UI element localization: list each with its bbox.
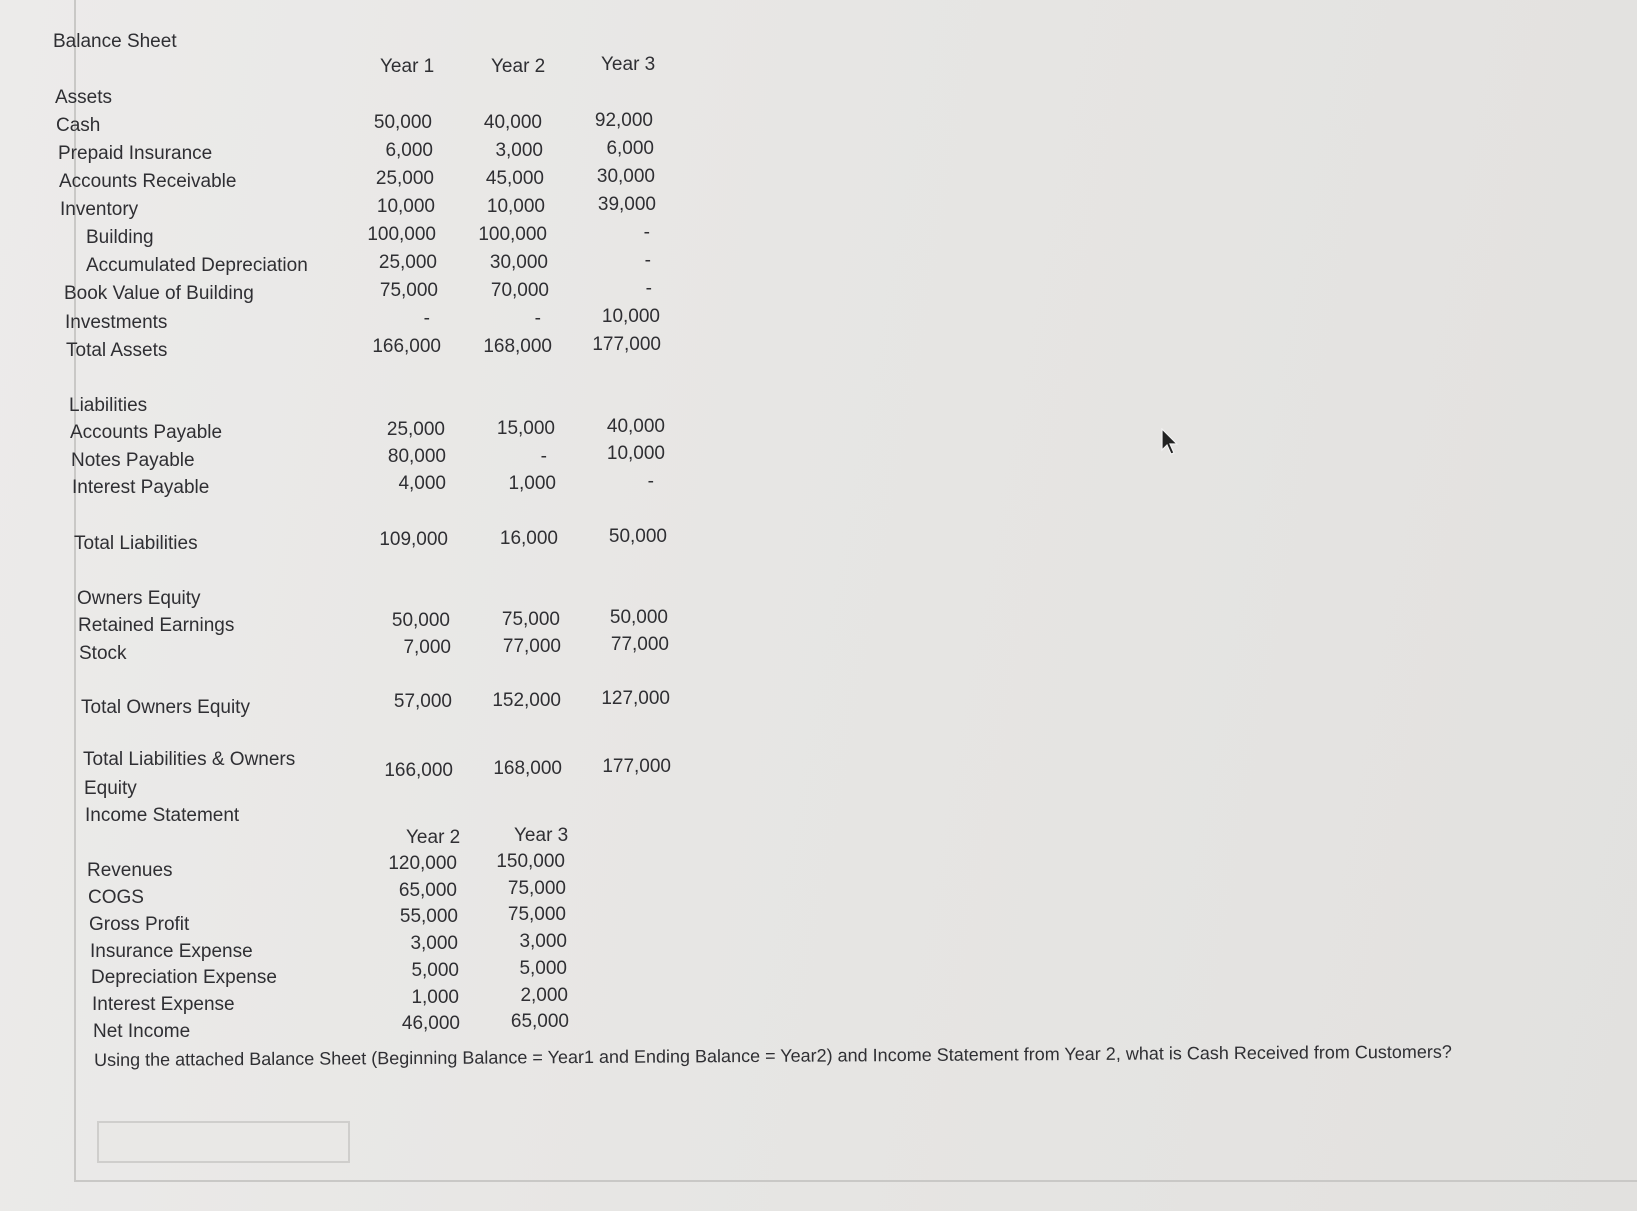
cell-value: 30,000 (489, 252, 548, 273)
cell-value: 100,000 (478, 224, 547, 245)
owners-equity-heading: Owners Equity (77, 588, 201, 609)
row-label: Book Value of Building (64, 283, 254, 304)
total-assets-label: Total Assets (66, 340, 168, 361)
cell-value: 92,000 (594, 110, 653, 131)
cell-value: 39,000 (597, 194, 656, 215)
cell-value: - (645, 278, 652, 299)
row-label: Interest Payable (72, 477, 210, 498)
cell-value: 177,000 (602, 756, 671, 777)
cell-value: 1,000 (508, 473, 556, 494)
cell-value: 3,000 (410, 933, 458, 954)
is-year-header-1: Year 2 (406, 827, 461, 848)
row-label: Interest Expense (92, 994, 235, 1015)
liabilities-heading: Liabilities (69, 395, 148, 416)
cell-value: 6,000 (606, 138, 654, 159)
is-year-header-2: Year 3 (514, 825, 569, 846)
cell-value: 75,000 (501, 609, 560, 630)
cell-value: 30,000 (596, 166, 655, 187)
cell-value: 70,000 (490, 280, 549, 301)
cell-value: 168,000 (483, 336, 552, 357)
row-label: Revenues (87, 860, 173, 881)
cell-value: 80,000 (387, 446, 446, 467)
row-label: Depreciation Expense (91, 967, 277, 988)
cell-value: 55,000 (399, 906, 458, 927)
cell-value: - (534, 308, 541, 329)
cell-value: 4,000 (398, 473, 446, 494)
cell-value: - (423, 308, 430, 329)
row-label: Accounts Receivable (59, 171, 237, 192)
cell-value: 10,000 (376, 196, 435, 217)
cell-value: 57,000 (393, 691, 452, 712)
cell-value: 25,000 (386, 419, 445, 440)
cell-value: 25,000 (375, 168, 434, 189)
row-label: Net Income (93, 1021, 191, 1042)
cell-value: 152,000 (492, 690, 561, 711)
total-le-label-line1: Total Liabilities & Owners (83, 749, 296, 770)
cell-value: 77,000 (610, 634, 669, 655)
balance-sheet-title: Balance Sheet (53, 31, 177, 52)
cell-value: 3,000 (519, 931, 567, 952)
cell-value: 10,000 (601, 306, 660, 327)
cell-value: 50,000 (373, 112, 432, 133)
cell-value: - (540, 446, 547, 467)
mouse-pointer-icon (1160, 428, 1180, 456)
row-label: Retained Earnings (78, 615, 235, 636)
cell-value: 166,000 (384, 760, 453, 781)
cell-value: 5,000 (411, 960, 459, 981)
cell-value: 5,000 (519, 958, 567, 979)
row-label: Building (86, 227, 154, 248)
cell-value: - (643, 222, 650, 243)
row-label: Accumulated Depreciation (86, 255, 308, 276)
cell-value: - (644, 250, 651, 271)
cell-value: 177,000 (592, 334, 661, 355)
cell-value: 120,000 (388, 853, 457, 874)
year-header-2: Year 2 (491, 56, 546, 77)
cell-value: 50,000 (609, 607, 668, 628)
cell-value: 2,000 (520, 985, 568, 1006)
cell-value: 1,000 (411, 987, 459, 1008)
row-label: Notes Payable (71, 450, 195, 471)
cell-value: 45,000 (485, 168, 544, 189)
row-label: Gross Profit (89, 914, 190, 935)
cell-value: 75,000 (507, 878, 566, 899)
year-header-1: Year 1 (380, 56, 435, 77)
income-statement-title: Income Statement (85, 805, 240, 826)
cell-value: 109,000 (379, 529, 448, 550)
row-label: Insurance Expense (90, 941, 253, 962)
total-owners-equity-label: Total Owners Equity (81, 697, 250, 718)
row-label: COGS (88, 887, 144, 908)
content-panel (74, 0, 1637, 1182)
row-label: Stock (79, 643, 127, 664)
year-header-3: Year 3 (601, 54, 656, 75)
row-label: Investments (65, 312, 168, 333)
cell-value: 100,000 (367, 224, 436, 245)
cell-value: 10,000 (486, 196, 545, 217)
cell-value: 40,000 (483, 112, 542, 133)
assets-heading: Assets (55, 87, 113, 108)
cell-value: 77,000 (502, 636, 561, 657)
total-le-label-line2: Equity (84, 778, 137, 799)
cell-value: 75,000 (507, 904, 566, 925)
cell-value: 40,000 (606, 416, 665, 437)
cell-value: - (647, 471, 654, 492)
cell-value: 150,000 (496, 851, 565, 872)
cell-value: 15,000 (496, 418, 555, 439)
cell-value: 7,000 (403, 637, 451, 658)
cell-value: 50,000 (608, 526, 667, 547)
cell-value: 75,000 (379, 280, 438, 301)
cell-value: 10,000 (606, 443, 665, 464)
total-liabilities-label: Total Liabilities (74, 533, 198, 554)
cell-value: 166,000 (372, 336, 441, 357)
row-label: Accounts Payable (70, 422, 223, 443)
answer-input[interactable] (97, 1121, 350, 1163)
cell-value: 65,000 (510, 1011, 569, 1032)
row-label: Prepaid Insurance (58, 143, 213, 164)
cell-value: 65,000 (398, 880, 457, 901)
cell-value: 127,000 (601, 688, 670, 709)
question-text: Using the attached Balance Sheet (Beginning Balance = Year1 and Ending Balance = Year2) and Income Statement from Year 2, what is Cash Received from Customers? (94, 1041, 1452, 1070)
cell-value: 16,000 (499, 528, 558, 549)
cell-value: 50,000 (391, 610, 450, 631)
row-label: Cash (56, 115, 101, 136)
cell-value: 25,000 (378, 252, 437, 273)
cell-value: 46,000 (401, 1013, 460, 1034)
cell-value: 168,000 (493, 758, 562, 779)
cell-value: 3,000 (495, 140, 543, 161)
cell-value: 6,000 (385, 140, 433, 161)
row-label: Inventory (60, 199, 139, 220)
